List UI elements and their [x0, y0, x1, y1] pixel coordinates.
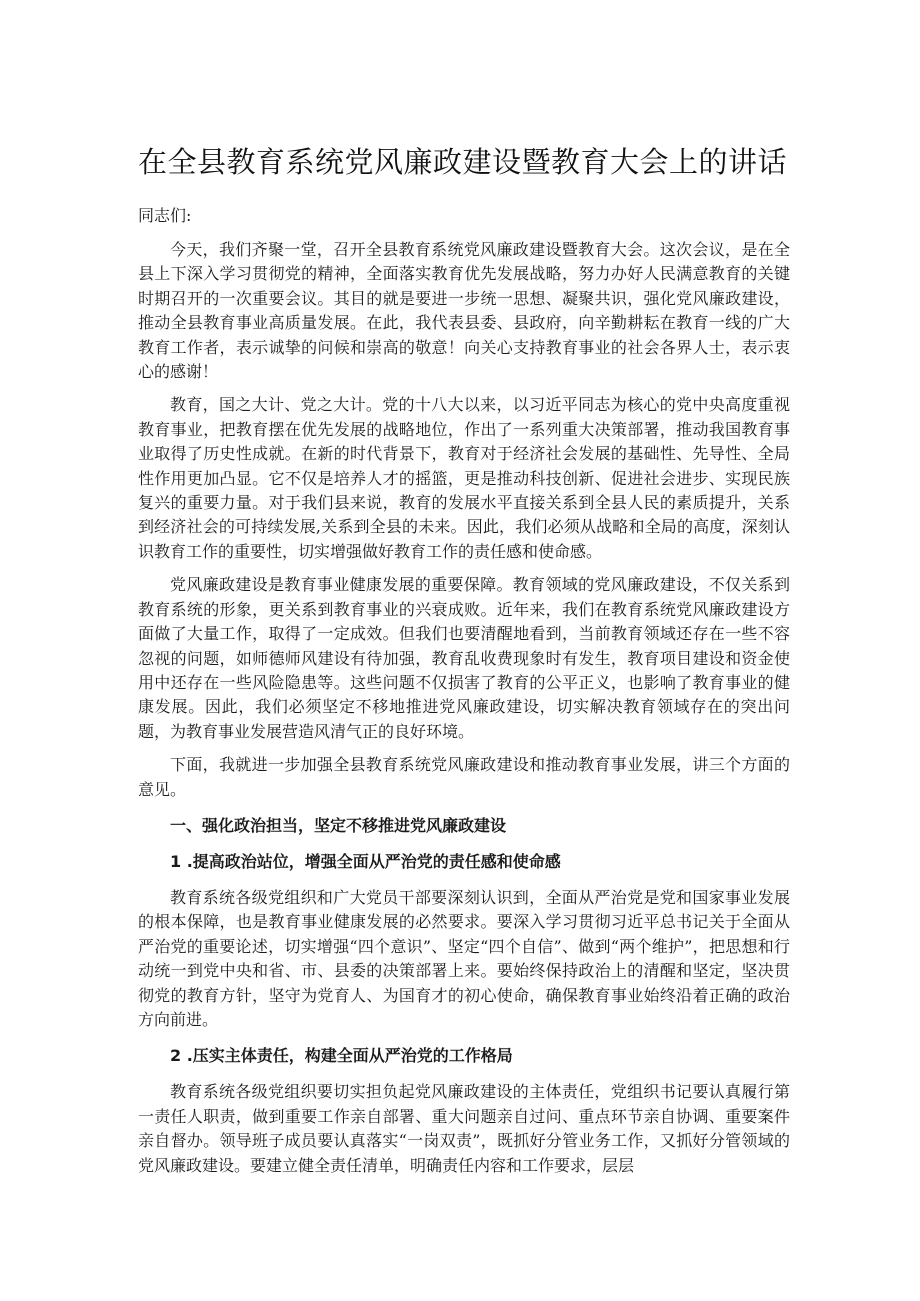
document-title: 在全县教育系统党风廉政建设暨教育大会上的讲话 [138, 145, 788, 179]
paragraph-transition: 下面，我就进一步加强全县教育系统党风廉政建设和推动教育事业发展，讲三个方面的意见。 [138, 755, 790, 799]
paragraph-opening: 今天，我们齐聚一堂，召开全县教育系统党风廉政建设暨教育大会。这次会议，是在全县上下深入学习贯彻党的精神，全面落实教育优先发展战略，努力办好人民满意教育的关键时期召开的一次重要会议。其目的就是要进一步统一思想、凝聚共识，强化党风廉政建设，推动全县教育事业高质量发展。在此，我代表县委、县政府，向辛勤耕耘在教育一线的广大教育工作者，表示诚挚的问候和崇高的敬意！向关心支持教育事业的社会各界人士，表示衷心的感谢！ [138, 240, 790, 382]
subsection-paragraph-2: 教育系统各级党组织要切实担负起党风廉政建设的主体责任，党组织书记要认真履行第一责任人职责，做到重要工作亲自部署、重大问题亲自过问、重点环节亲自协调、重要案件亲自督办。领导班子成员要认真落实“一岗双责”，既抓好分管业务工作，又抓好分管领域的党风廉政建设。要建立健全责任清单，明确责任内容和工作要求，层层 [138, 1082, 790, 1175]
document-page [138, 142, 790, 1187]
subsection-paragraph-1: 教育系统各级党组织和广大党员干部要深刻认识到，全面从严治党是党和国家事业发展的根本保障，也是教育事业健康发展的必然要求。要深入学习贯彻习近平总书记关于全面从严治党的重要论述，切实增强“四个意识”、坚定“四个自信”、做到“两个维护”，把思想和行动统一到党中央和省、市、县委的决策部署上来。要始终保持政治上的清醒和坚定，坚决贯彻党的教育方针，坚守为党育人、为国育才的初心使命，确保教育事业始终沿着正确的政治方向前进。 [138, 887, 790, 1029]
salutation: 同志们: [138, 206, 192, 225]
subsection-heading-1: 1 .提高政治站位，增强全面从严治党的责任感和使命感 [170, 851, 561, 871]
paragraph-integrity-guarantee: 党风廉政建设是教育事业健康发展的重要保障。教育领域的党风廉政建设，不仅关系到教育系统的形象，更关系到教育事业的兴衰成败。近年来，我们在教育系统党风廉政建设方面做了大量工作，取得了一定成效。但我们也要清醒地看到，当前教育领域还存在一些不容忽视的问题，如师德师风建设有待加强，教育乱收费现象时有发生，教育项目建设和资金使用中还存在一些风险隐患等。这些问题不仅损害了教育的公平正义，也影响了教育事业的健康发展。因此，我们必须坚定不移地推进党风廉政建设，切实解决教育领域存在的突出问题，为教育事业发展营造风清气正的良好环境。 [138, 575, 790, 741]
paragraph-education-importance: 教育，国之大计、党之大计。党的十八大以来，以习近平同志为核心的党中央高度重视教育事业，把教育摆在优先发展的战略地位，作出了一系列重大决策部署，推动我国教育事业取得了历史性成就。在新的时代背景下，教育对于经济社会发展的基础性、先导性、全局性作用更加凸显。它不仅是培养人才的摇篮，更是推动科技创新、促进社会进步、实现民族复兴的重要力量。对于我们县来说，教育的发展水平直接关系到全县人民的素质提升，关系到经济社会的可持续发展,关系到全县的未来。因此，我们必须从战略和全局的高度，深刻认识教育工作的重要性，切实增强做好教育工作的责任感和使命感。 [138, 395, 790, 561]
section-heading-1: 一、强化政治担当，坚定不移推进党风廉政建设 [170, 815, 507, 835]
subsection-heading-2: 2 .压实主体责任，构建全面从严治党的工作格局 [170, 1046, 513, 1066]
